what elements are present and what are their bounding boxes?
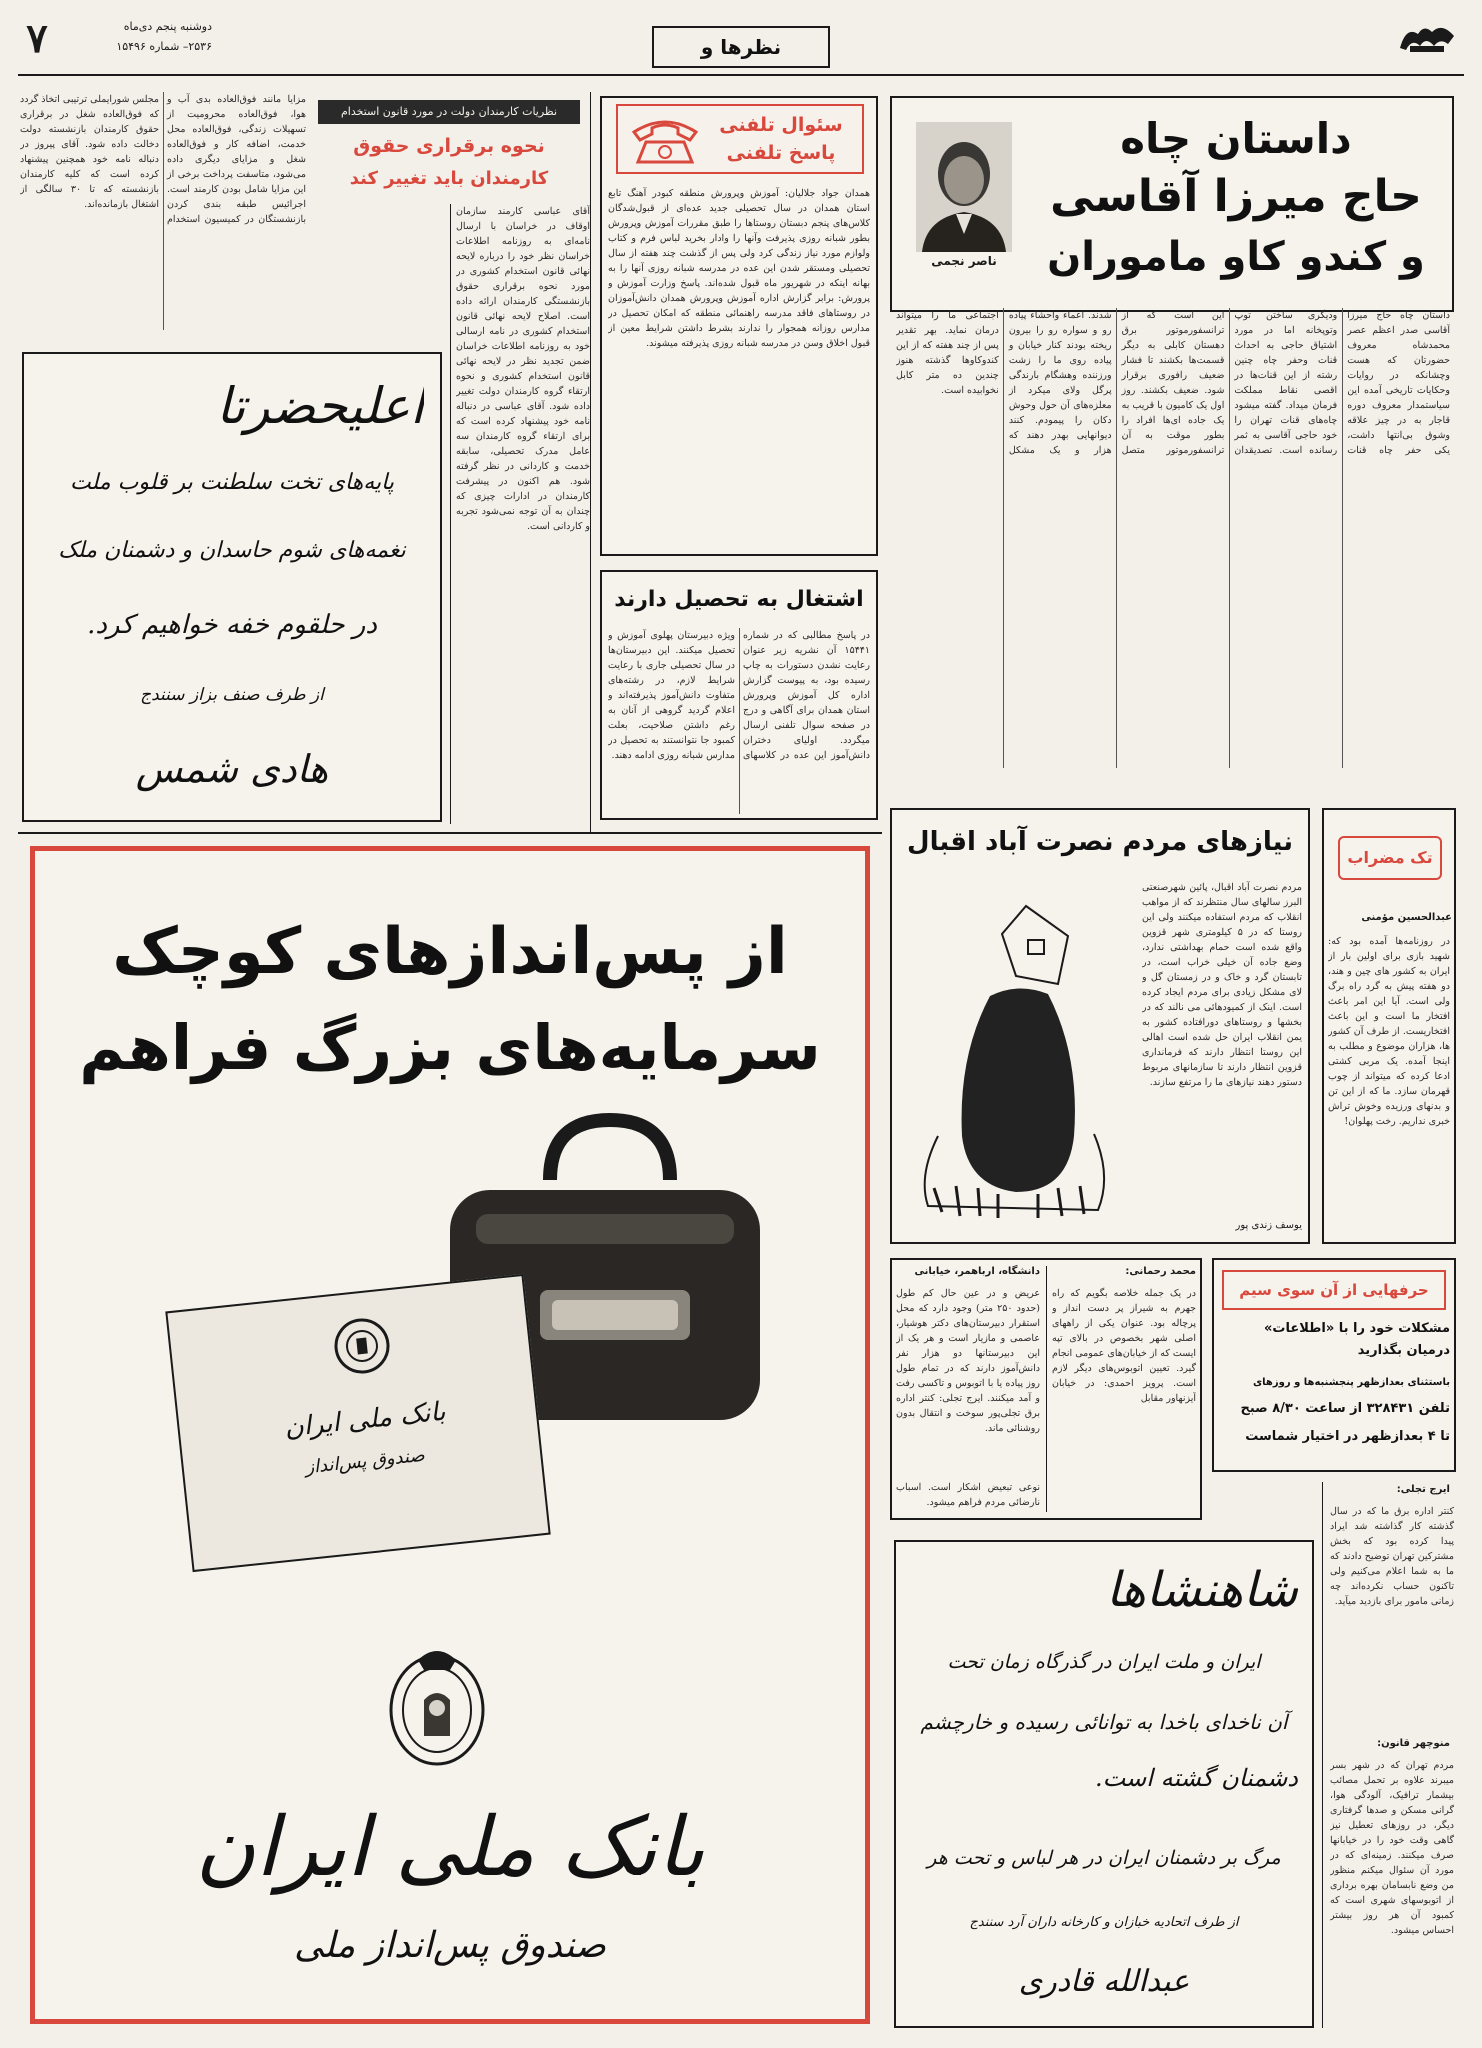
nosrat-body: مردم نصرت آباد اقبال، پائین شهرصنعتی البرز سالهای سال منتظرند که از مواهب انقلاب که مردم استفاده میکنند ولی این روستا که در ۵ کیلومتری شهر قزوین واقع شده است حمام بهداشتی ندارد، وضع جاده آن خیلی خراب است، در تابستان گرد و خاک و در زمستان گل و لای مشکل زیادی برای مردم ایجاد کرده است. اینک از کمیودهائی می نالند که در بخشها و روستاهای دورافتاده کشور به یمن انقلاب ایران حل شده است اهالی این روستا انتظار دارند که فرمانداری قزوین انتظار دارند تا سازمانهای مربوط دستور دهند نیازهای ما را مرتفع سازند. [1142,882,1302,1088]
ad-shahanshah-line3: آن ناخدای باخدا به توانائی رسیده و خارچشم [920,1710,1288,1734]
letters-col2-footer: نوعی تبعیض اشکار است. اسباب نارضائی مردم فراهم میشود. [896,1482,1040,1508]
date-line: دوشنبه پنجم دی‌ماه [123,20,212,33]
retirement-body-right: آقای عباسی کارمند سازمان اوقاف در خراسان با ارسال نامه‌ای به روزنامه اطلاعات خراسان نظر خود را درباره لایحه نهائی قانون استخدام کشوری در مورد نحوه برقراری حقوق بازنشستگی کارمندان ارائه داده است. اصلاح لایحه نهائی قانون استخدام کشوری در نامه ارسالی خود به روزنامه اطلاعات خراسان ضمن تجدید نظر در لایحه نهائی قانون استخدام کشوری و نحوه ارتقاء گروه کارمندان دولت تغییر داده شود. آقای عباسی در دنباله نامه خود پیشنهاد کرده است که برای ارتقاء گروه کارمندان سه عامل مدرک تحصیلی، سابقه خدمت و کاردانی در نظر گرفته شود. هم اکنون در پیشرفت کارمندان در ادارات چیزی که چندان به آن توجه نمی‌شود تجربه و کاردانی است. [456,206,590,532]
retirement-title-2: کارمندان باید تغییر کند [349,168,549,189]
letters-col2-body: عریض و در عین حال کم طول (حدود ۲۵۰ متر) وجود دارد که محل استقرار دبیرستان‌های دکتر هوشیار، عاصمی و مازیار است و هر یک از این دبیرستانها دو هزار نفر دانش‌آموز دارند که در تمام طول روز پیاده یا با اتوبوس و تاکسی رفت و آمد میکنند. ایرج تجلی: کنتر اداره برق تجلی‌پور سوخت و انتقال بدون روشنائی ماند. [896,1288,1040,1434]
employment-title: اشتغال به تحصیل دارند [614,587,864,612]
ad-shahanshah-line5: مرگ بر دشمنان ایران در هر لباس و تحت هر [927,1847,1281,1869]
ettelaat-line1: باستثنای بعدازظهر پنجشنبه‌ها و روزهای [1253,1377,1450,1388]
phone-qa-body: همدان جواد جلالیان: آموزش وپرورش منطقه کبودر آهنگ تابع استان همدان در سال تحصیلی جدید عده‌ای از قبول‌شدگان کلاس‌های پنجم دبستان روستاها را طبق مقررات آموزش وپرورش بطور شبانه روزی پذیرفت وآنها را وادار بخرید لباس فرم و کتاب ولوازم مورد نیاز زندگی کرد ولی پس از گذشت چند هفته از سال تحصیلی ومستقر شدن این عده در مدرسه شبانه روزی آنها را به بهانه اینکه در شهریور ماه قبول شده‌اند. پاسخ وزارت آموزش و پرورش: برابر گزارش اداره آموزش وپرورش همدان دانش‌آموزان در روستاهای فاقد مدرسه راهنمائی منطقه که امکان تحصیل در مدارس روزانه همجوار را ندارند بشرط داشتن شرایط معین از قبول اخلاق وسن در مدرسه شبانه روزی پذیرفته میشوند. [608,188,870,349]
ad-shahanshah-signature: عبدالله قادری [1018,1964,1190,1999]
ad-alihazrat-line3: نغمه‌های شوم حاسدان و دشمنان ملک [58,538,406,563]
ettelaat-banner: حرفهایی از آن سوی سیم [1222,1270,1446,1310]
nosrat-illustration [898,876,1136,1236]
ettelaat-tail-body: کنتر اداره برق ما که در سال گذشته کار گذاشته شد ایراد پیدا کرده بود که بخش مشترکین تهران توضیح دادند که ما به شما اعلام می‌کنیم ولی تاکنون حساب نکرده‌اند چه زمانی مامور برای بازدید میآید. [1330,1506,1454,1607]
ad-alihazrat-line2: پایه‌های تخت سلطنت بر قلوب ملت [70,470,394,495]
ettelaat-sub2: درمیان بگذارید [1357,1343,1450,1358]
bank-fund-name: صندوق پس‌انداز ملی [294,1925,606,1966]
ad-bank-headline-1: از پس‌اندازهای کوچک [112,915,788,989]
letters-col1-author: محمد رحمانی: [1125,1266,1196,1277]
story-well-title-2: حاج میرزا آقاسی [1050,171,1422,222]
section-title: نظرها و [652,26,830,68]
ad-shahanshah-line4: دشمنان گشته است. [1094,1764,1298,1792]
issue-line: ۲۵۳۶– شماره ۱۵۴۹۶ [116,40,212,53]
story-well-title-1: داستان چاه [1120,114,1352,163]
ad-alihazrat-signature: هادی شمس [135,747,329,791]
retirement-body-left: مزایا مانند فوق‌العاده بدی آب و هوا، فوق‌العاده محرومیت از تسهیلات زندگی، فوق‌العاده محل خدمت، اضافه کار و فوق‌العاده شغل و مزایای دیگری داده می‌شود، متاسفت پرداخت برخی از این مزایا شامل بودن کارمند است. اجرائیس طبقه بندی کردن بازنشستگان در کمیسیون استخدام مجلس شورایملی ترتیبی اتخاذ گردد که فوق‌العاده شغل در برقراری حقوق کارمندان بازنشسته دولت دخالت داده شود. آقای پیروز در دنباله نامه خود همچنین پیشنهاد کرده است که کلیه کارمندان بازنشسته که تا ۳۰ سالگی از اشتغال بازمانده‌اند. [20,94,306,225]
ad-alihazrat-sponsor: از طرف صنف بزاز سنندج [140,685,324,705]
masthead-logo [1396,20,1458,56]
ettelaat-sub1: مشکلات خود را با «اطلاعات» [1264,1321,1450,1336]
nosrat-author: یوسف زندی پور [1235,1220,1302,1231]
ad-bank-headline-2: سرمایه‌های بزرگ فراهم [79,1011,821,1084]
letters-col2-author: دانشگاه، ارباهمر، خیابانی [914,1266,1040,1277]
bank-name: بانک ملی ایران [195,1800,705,1895]
author-photo [916,122,1012,252]
nosrat-title: نیازهای مردم نصرت آباد اقبال [907,827,1293,857]
ettelaat-tail-author: ایرج تجلی: [1396,1484,1450,1495]
ad-shahanshah-line2: ایران و ملت ایران در گذرگاه زمان تحت [947,1651,1261,1673]
ad-alihazrat-line4: در حلقوم خفه خواهیم کرد. [87,610,377,640]
header-rule [18,74,1464,76]
phone-qa-title-1: سئوال تلفنی [719,114,843,136]
booklet-line-2: صندوق پس‌انداز [304,1444,426,1479]
ad-shahanshah-sponsor: از طرف اتحادیه خبازان و کارخانه داران آرد سنندج [969,1915,1239,1930]
ettelaat-line3: تا ۴ بعدازظهر در اختیار شماست [1245,1429,1450,1444]
ettelaat-logo-icon [1396,20,1458,56]
tak-mezrab-badge: تک مضراب [1338,836,1442,880]
letters-col1-body: در یک جمله خلاصه بگویم که راه جهرم به شیراز پر دست انداز و پرچاله بود. عنوان یکی از راههای اصلی شهر بخصوص در بالای تپه ایست که از خیابان‌های عمومی انجام گیرد. تعیین اتوبوس‌های دیگر لازم است. پرویز احمدی: در خیابان آیزنهاور مقابل [1052,1288,1196,1404]
tak-mezrab-body: در روزنامه‌ها آمده بود که: شهید بازی برای اولین بار از ایران به کشور های چین و هند، دو هفته پیش به گرد راه برگ ولی است. آیا این امر باعث افتخار ما است و این باعث افتخاریست. از طرف آن کشور ها، هزاران موضوع و مطلب به اینجا آمده. یک مربی کشتی ادعا کرده که میتواند از چوب قهرمان سازد. ما که از این تن و بدنهای ورزیده وخوش تراش خبری نداریم. رخت پهلوان! [1328,936,1450,1127]
employment-body: در پاسخ مطالبی که در شماره ۱۵۴۴۱ آن نشریه زیر عنوان رعایت نشدن دستورات به چاپ رسیده بود، به پیوست گزارش اداره کل آموزش وپرورش استان همدان برای آگاهی و درج در صفحه سوال تلفنی ارسال میگردد. اولیای دختران دانش‌آموز این عده در کلاسهای ویژه دبیرستان پهلوی آموزش و تحصیل میکنند. این دبیرستان‌ها در سال تحصیلی جاری با رعایت شرایط لازم، در رشته‌های متفاوت دانش‌آموز پذیرفته‌اند و اعلام گردید گروهی از آنان به رغم داشتن صلاحیت، بعلت کمبود جا نتوانستند به تحصیل در مدارس شبانه روزی ادامه دهند. [608,630,870,761]
phone-qa-title-2: پاسخ تلفنی [726,142,836,164]
story-well-body: داستان چاه حاج میرزا آقاسی صدر اعظم عصر محمدشاه معروف حضورتان که هست وچشانکه در روایات وحکایات تاریخی آمده این سیاستمدار معروف دوره قاجار به در چیز علاقه وشوق بی‌انتها داشت، یکی حفر چاه قنات ودیگری ساختن توپ وتوپخانه اما در مورد اشتیاق حاجی به احداث قنات وحفر چاه چنین رشته از این قنات‌ها در اقصی نقاط مملکت فرمان میداد. گفته میشود چاه‌های قنات تهران را خود حاجی آقاسی به ثمر رسانده است. تصدیقدان این است که از ترانسفورموتور برق دهستان کابلی به دیگر قسمت‌ها بکشند تا فشار ضعیف رافوری برقرار شود. ضعیف بکشند. روز اول یک کامیون با قریب به یک جاده ای‌ها افراد را بطور موقت به آن ترانسفورموتور متصل شدند. اعماء واحشاء پیاده رو و سواره رو را بیرون ریخته بودند کنار خیابان و پیاده روی ما را زشت ورزننده وهشگام بارندگی پرگل ولای میکرد از معلزه‌های آن حول وحوش دکان را پیمودم. کنند دیوانهایی بهدر دهند که هزار و یک مشکل اجتماعی ما را میتواند درمان نماید. بهر تقدیر پس از چند هفته که از این کندوکاوها گذشته هنوز چندین ده متر کابل نخوابیده است. [896,310,1450,456]
ettelaat-tail-author2: منوچهر قانون: [1377,1738,1450,1749]
story-well-author: ناصر نجمی [931,254,997,268]
ettelaat-tail-body2: مردم تهران که در شهر بسر میبرند علاوه بر تحمل مصائب بیشمار ترافیک، آلودگی هوا، گرانی مسکن و صدها گرفتاری دیگر، در روزهای تعطیل نیز گاهی وقت خود را در خیابانها صرف میکنند. زمینه‌ای که در مورد آن سئوال میکنم منظور من وضع نابسامان بهره برداری از اتوبوسهای شهری است که کمبود آن هر روز بیشتر احساس میشود. [1330,1760,1454,1936]
story-well-title-3: و کندو کاو ماموران [1047,234,1425,280]
booklet-line-1: بانک ملی ایران [283,1396,447,1444]
retirement-title-1: نحوه برقراری حقوق [353,135,545,157]
tak-mezrab-author: عبدالحسین مؤمنی [1361,912,1452,923]
booklet-emblem-icon [329,1313,395,1379]
ettelaat-phone[interactable]: تلفن ۳۲۸۴۳۱ از ساعت ۸/۳۰ صبح [1240,1401,1450,1416]
bank-emblem-icon [382,1640,492,1770]
ad-shahanshah-line1: شاهنشاها [1105,1562,1298,1618]
phone-icon [628,112,702,166]
retirement-kicker: نظریات کارمندان دولت در مورد قانون استخدام [318,100,580,124]
house-drawing-icon [898,876,1136,1236]
page-number: ۷ [26,15,48,62]
ad-alihazrat-line1: اعلیحضرتا [216,377,424,435]
